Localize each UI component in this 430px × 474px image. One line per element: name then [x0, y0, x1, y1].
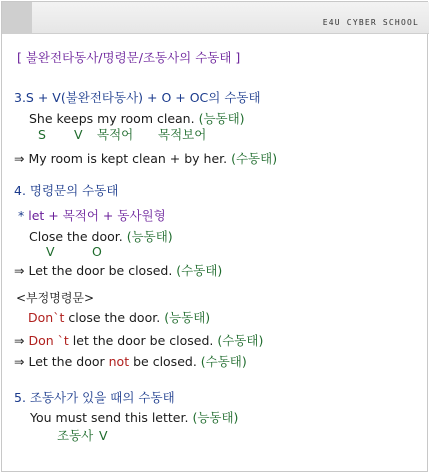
negative-passive-tag: (수동태) [217, 333, 264, 348]
section4-rule: let + 목적어 + 동사원형 [28, 208, 166, 223]
negative-sentence-tag: (능동태) [164, 310, 211, 325]
section5-heading: 5. 조동사가 있을 때의 수동태 [14, 390, 175, 405]
section4-rule-line [18, 208, 166, 223]
alternative-passive-not: not [108, 354, 130, 369]
section4-sentence-line [29, 229, 173, 244]
negative-passive-dont: Don `t [28, 333, 69, 348]
section3-passive: My room is kept clean + by her. [28, 151, 228, 166]
negative-passive-sentence: let the door be closed. [72, 333, 214, 348]
school-name: E4U CYBER SCHOOL [322, 18, 419, 27]
arrow-icon: ⇒ [14, 333, 25, 348]
lesson-title: [ 불완전타동사/명령문/조동사의 수동태 ] [17, 50, 241, 65]
negative-dont: Don`t [28, 310, 65, 325]
section4-sentence-tag: (능동태) [126, 229, 173, 244]
section3-label-object: 목적어 [97, 127, 134, 142]
arrow-icon: ⇒ [14, 151, 25, 166]
section5-label-v: V [99, 428, 108, 443]
section5-sentence: You must send this letter. [30, 410, 189, 425]
section3-label-s: S [38, 127, 46, 142]
alternative-passive-part1: Let the door [28, 354, 105, 369]
arrow-icon: ⇒ [14, 354, 25, 369]
section3-label-v: V [74, 127, 83, 142]
section3-sentence: She keeps my room clean. [29, 111, 195, 126]
section3-passive-line [14, 151, 277, 166]
negative-sentence: close the door. [68, 310, 161, 325]
negative-imperative-line [28, 310, 210, 325]
section4-sentence: Close the door. [29, 229, 123, 244]
section3-sentence-tag: (능동태) [198, 111, 245, 126]
section5-sentence-tag: (능동태) [192, 410, 239, 425]
section4-passive-line [14, 263, 222, 278]
section4-passive-tag: (수동태) [176, 263, 223, 278]
page-header [2, 2, 429, 34]
alternative-passive-tag: (수동태) [200, 354, 247, 369]
section4-label-o: O [92, 244, 102, 259]
header-corner-block [2, 2, 32, 33]
section4-passive: Let the door be closed. [28, 263, 173, 278]
alternative-passive-line [14, 354, 247, 369]
section5-sentence-line [30, 410, 238, 425]
section5-label-modal: 조동사 [57, 428, 94, 443]
section3-label-complement: 목적보어 [158, 127, 207, 142]
section3-passive-tag: (수동태) [231, 151, 278, 166]
arrow-icon: ⇒ [14, 263, 25, 278]
star-bullet-icon: * [18, 208, 25, 223]
section3-sentence-line [29, 111, 245, 126]
negative-imperative-heading: <부정명령문> [16, 291, 95, 305]
section4-heading: 4. 명령문의 수동태 [14, 183, 119, 198]
section3-heading: 3.S + V(불완전타동사) + O + OC의 수동태 [14, 90, 261, 105]
section4-label-v: V [46, 244, 55, 259]
alternative-passive-part2: be closed. [133, 354, 197, 369]
lesson-page [1, 1, 428, 472]
negative-passive-line [14, 333, 263, 348]
